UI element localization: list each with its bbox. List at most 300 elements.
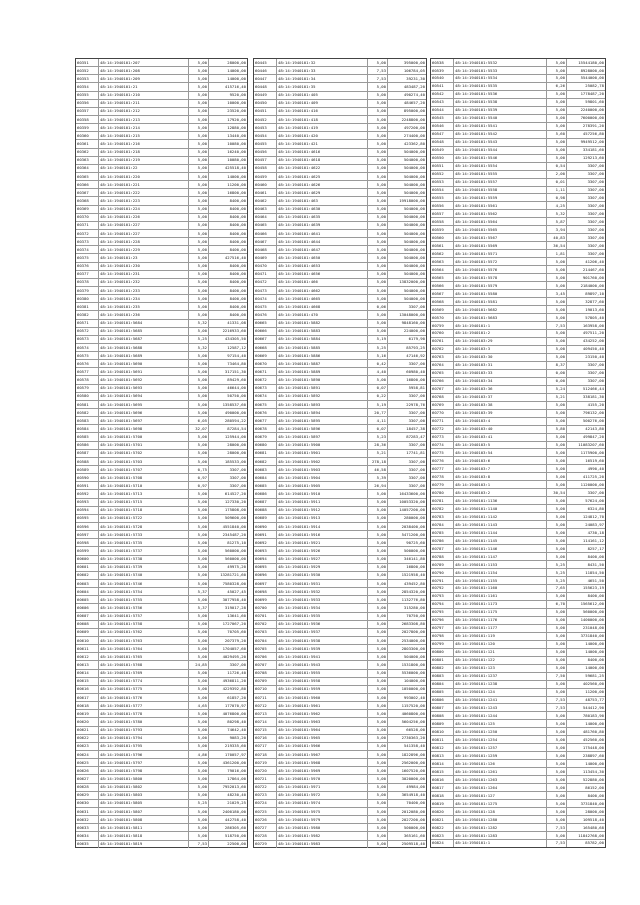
table-row bbox=[431, 816, 605, 824]
row-number-cell: 60784 bbox=[431, 521, 454, 528]
table-row bbox=[76, 344, 247, 352]
cadastral-number-cell: 48:14:1940101:5562 bbox=[454, 210, 547, 217]
row-number-cell: 60721 bbox=[254, 775, 277, 782]
row-number-cell: 60764 bbox=[431, 362, 454, 369]
cadastral-number-cell: 48:14:1940101:5798 bbox=[99, 767, 189, 774]
value-cell: 1050000,00 bbox=[401, 686, 425, 692]
rate-cell: 5,00 bbox=[368, 515, 388, 522]
value-cell: 509600,00 bbox=[224, 515, 246, 521]
rate-cell: 5,00 bbox=[547, 497, 567, 504]
rate-cell: 5,00 bbox=[547, 832, 567, 839]
table-row bbox=[76, 727, 247, 735]
rate-cell: 5,00 bbox=[547, 641, 567, 648]
row-number-cell: 60802 bbox=[431, 665, 454, 672]
cadastral-number-cell: 48:14:1940101:5802 bbox=[99, 784, 189, 791]
row-number-cell: 60363 bbox=[76, 157, 99, 164]
value-cell: 796132,00 bbox=[582, 410, 604, 416]
cadastral-number-cell: 48:14:1940101:5740 bbox=[99, 572, 189, 579]
rate-cell: 5,00 bbox=[189, 206, 209, 213]
table-row bbox=[76, 417, 247, 425]
rate-cell: 5,00 bbox=[547, 545, 567, 552]
rate-cell: 5,00 bbox=[189, 458, 209, 465]
table-row bbox=[254, 165, 426, 173]
table-column-right bbox=[430, 58, 606, 848]
table-row bbox=[254, 808, 426, 816]
row-number-cell: 60464 bbox=[254, 214, 277, 221]
rate-cell: 5,00 bbox=[547, 449, 567, 456]
row-number-cell: 60382 bbox=[76, 311, 99, 318]
value-cell: 13281721,60 bbox=[220, 572, 246, 578]
table-row bbox=[431, 434, 605, 442]
value-cell: 3307,00 bbox=[587, 226, 604, 232]
row-number-cell: 60803 bbox=[431, 673, 454, 680]
table-row bbox=[254, 67, 426, 75]
cadastral-number-cell: 48:14:1940101:5933 bbox=[277, 596, 368, 603]
cadastral-number-cell: 48:14:1940101:5558 bbox=[454, 187, 547, 194]
row-number-cell: 60447 bbox=[254, 75, 277, 82]
cadastral-number-cell: 48:14:1940101:5554 bbox=[454, 163, 547, 170]
value-cell: 214467,60 bbox=[582, 266, 604, 272]
table-row bbox=[254, 238, 426, 246]
table-row bbox=[431, 449, 605, 457]
cadastral-number-cell: 48:14:1940101:218 bbox=[99, 149, 189, 156]
cadastral-number-cell: 48:14:1940101:5543 bbox=[454, 139, 547, 146]
cadastral-number-cell: 48:14:1940101:5964 bbox=[277, 727, 368, 734]
rate-cell: 5,00 bbox=[189, 303, 209, 310]
value-cell: 14000,00 bbox=[227, 67, 246, 73]
table-row bbox=[76, 83, 247, 91]
table-row bbox=[254, 246, 426, 254]
value-cell: 8400,00 bbox=[229, 295, 246, 301]
rate-cell: 7,50 bbox=[547, 673, 567, 680]
row-number-cell: 60685 bbox=[254, 482, 277, 489]
row-number-cell: 60570 bbox=[431, 314, 454, 321]
row-number-cell: 60361 bbox=[76, 140, 99, 147]
value-cell: 15544180,00 bbox=[578, 59, 604, 65]
rate-cell: 5,00 bbox=[368, 767, 388, 774]
cadastral-number-cell: 48:14:1940101:5980 bbox=[277, 824, 368, 831]
rate-cell: 5,00 bbox=[547, 139, 567, 146]
value-cell: 13048000,00 bbox=[399, 311, 425, 317]
row-number-cell: 60541 bbox=[431, 83, 454, 90]
cadastral-number-cell: 48:14:1940103:4 bbox=[454, 418, 547, 425]
row-number-cell: 60367 bbox=[76, 189, 99, 196]
cadastral-number-cell: 48:14:1940101:5890 bbox=[277, 376, 368, 383]
rate-cell: 5,00 bbox=[547, 633, 567, 640]
rate-cell: 5,00 bbox=[547, 282, 567, 289]
row-number-cell: 60723 bbox=[254, 792, 277, 799]
rate-cell: 5,00 bbox=[189, 409, 209, 416]
row-number-cell: 60771 bbox=[431, 418, 454, 425]
cadastral-number-cell: 48:14:1940101:5561 bbox=[454, 202, 547, 209]
rate-cell: 5,00 bbox=[189, 824, 209, 831]
cadastral-number-cell: 48:14:1940101:5970 bbox=[277, 775, 368, 782]
rate-cell: 6,05 bbox=[189, 417, 209, 424]
value-cell: 32877,60 bbox=[585, 298, 604, 304]
cadastral-number-cell: 48:14:1940101:5579 bbox=[454, 282, 547, 289]
row-number-cell: 60474 bbox=[254, 295, 277, 302]
table-row bbox=[431, 465, 605, 473]
table-row bbox=[254, 83, 426, 91]
cadastral-number-cell: 48:14:1940101:22 bbox=[99, 165, 189, 172]
rate-cell: 5,00 bbox=[547, 306, 567, 313]
rate-cell: 5,00 bbox=[368, 800, 388, 807]
value-cell: 504000,00 bbox=[403, 165, 425, 171]
table-row bbox=[254, 784, 426, 792]
row-number-cell: 60593 bbox=[76, 499, 99, 506]
cadastral-number-cell: 48:14:1940101:463 bbox=[277, 197, 368, 204]
cadastral-number-cell: 48:14:1940101:236 bbox=[99, 311, 189, 318]
rate-cell: 5,00 bbox=[368, 686, 388, 693]
table-row bbox=[431, 75, 605, 83]
row-number-cell: 60817 bbox=[431, 784, 454, 791]
table-row bbox=[431, 689, 605, 697]
table-row bbox=[254, 490, 426, 498]
rate-cell: 5,00 bbox=[368, 841, 388, 848]
value-cell: 3731840,00 bbox=[580, 633, 604, 639]
rate-cell: 4,86 bbox=[189, 751, 209, 758]
row-number-cell: 60814 bbox=[431, 760, 454, 767]
table-row bbox=[76, 507, 247, 515]
rate-cell: 4,40 bbox=[368, 368, 388, 375]
cadastral-number-cell: 48:14:1940101:5966 bbox=[277, 743, 368, 750]
rate-cell: 5,00 bbox=[547, 354, 567, 361]
table-row bbox=[431, 242, 605, 250]
row-number-cell: 60564 bbox=[431, 266, 454, 273]
value-cell: 16519,60 bbox=[585, 457, 604, 463]
row-number-cell: 60454 bbox=[254, 132, 277, 139]
rate-cell: 5,00 bbox=[368, 124, 388, 131]
value-cell: 395000,00 bbox=[403, 59, 425, 65]
value-cell: 8400,00 bbox=[587, 553, 604, 559]
value-cell: 207379,20 bbox=[224, 637, 246, 643]
cadastral-number-cell: 48:14:1940101:5694 bbox=[99, 393, 189, 400]
rate-cell: 5,00 bbox=[368, 92, 388, 99]
table-row bbox=[254, 678, 426, 686]
row-number-cell: 60681 bbox=[254, 450, 277, 457]
cadastral-number-cell: 48:14:1940101:5931 bbox=[277, 580, 368, 587]
cadastral-number-cell: 48:14:1940101:34 bbox=[277, 75, 368, 82]
value-cell: 2027200,00 bbox=[401, 816, 425, 822]
cadastral-number-cell: 48:14:1950101:128 bbox=[454, 808, 547, 815]
row-number-cell: 60571 bbox=[76, 320, 99, 327]
rate-cell: 5,00 bbox=[189, 564, 209, 571]
rate-cell: 5,37 bbox=[189, 604, 209, 611]
table-row bbox=[76, 92, 247, 100]
cadastral-number-cell: 48:14:1950101:1257 bbox=[454, 744, 547, 751]
table-row bbox=[76, 531, 247, 539]
table-row bbox=[76, 254, 247, 262]
row-number-cell: 60666 bbox=[254, 328, 277, 335]
rate-cell: 5,00 bbox=[189, 197, 209, 204]
row-number-cell: 60679 bbox=[254, 433, 277, 440]
value-cell: 425518,40 bbox=[224, 165, 246, 171]
cadastral-number-cell: 48:14:1940101:220 bbox=[99, 173, 189, 180]
table-row bbox=[254, 816, 426, 824]
rate-cell: 5,00 bbox=[368, 132, 388, 139]
table-row bbox=[76, 295, 247, 303]
row-number-cell: 60615 bbox=[76, 678, 99, 685]
rate-cell: 5,00 bbox=[547, 728, 567, 735]
cadastral-number-cell: 48:14:1940101:5939 bbox=[277, 645, 368, 652]
table-row bbox=[76, 515, 247, 523]
row-number-cell: 60790 bbox=[431, 569, 454, 576]
value-cell: 125944,00 bbox=[224, 434, 246, 440]
row-number-cell: 60629 bbox=[76, 792, 99, 799]
rate-cell: 5,80 bbox=[547, 426, 567, 433]
row-number-cell: 60667 bbox=[254, 336, 277, 343]
cadastral-number-cell: 48:14:1940101:4616 bbox=[277, 149, 368, 156]
row-number-cell: 60620 bbox=[76, 718, 99, 725]
rate-cell: 5,00 bbox=[368, 539, 388, 546]
rate-cell: 5,00 bbox=[547, 681, 567, 688]
cadastral-number-cell: 48:14:1940103:2 bbox=[454, 489, 547, 496]
table-row bbox=[76, 328, 247, 336]
value-cell: 2509518,40 bbox=[401, 841, 425, 847]
table-row bbox=[254, 735, 426, 743]
table-row bbox=[76, 751, 247, 759]
rate-cell: 5,00 bbox=[547, 760, 567, 767]
row-number-cell: 60787 bbox=[431, 545, 454, 552]
row-number-cell: 60381 bbox=[76, 303, 99, 310]
value-cell: 50750,00 bbox=[227, 393, 246, 399]
row-number-cell: 60368 bbox=[76, 197, 99, 204]
rate-cell: 5,00 bbox=[368, 759, 388, 766]
value-cell: 442758,40 bbox=[224, 816, 246, 822]
cadastral-number-cell: 48:14:1950101:1153 bbox=[454, 561, 547, 568]
rate-cell: 5,00 bbox=[368, 678, 388, 685]
table-row bbox=[254, 621, 426, 629]
cadastral-number-cell: 48:14:1940101:234 bbox=[99, 295, 189, 302]
cadastral-number-cell: 48:14:1940101:5926 bbox=[277, 547, 368, 554]
table-row bbox=[431, 768, 605, 776]
value-cell: 219335,60 bbox=[224, 743, 246, 749]
row-number-cell: 60770 bbox=[431, 410, 454, 417]
rate-cell: 5,00 bbox=[189, 246, 209, 253]
value-cell: 3307,00 bbox=[408, 393, 425, 399]
value-cell: 3307,00 bbox=[408, 482, 425, 488]
value-cell: 16240,00 bbox=[227, 149, 246, 155]
cadastral-number-cell: 48:14:1940101:210 bbox=[99, 92, 189, 99]
row-number-cell: 60692 bbox=[254, 539, 277, 546]
rate-cell: 5,37 bbox=[189, 588, 209, 595]
table-row bbox=[76, 214, 247, 222]
rate-cell: 5,00 bbox=[189, 352, 209, 359]
row-number-cell: 60672 bbox=[254, 376, 277, 383]
value-cell: 8400,00 bbox=[587, 593, 604, 599]
table-row bbox=[431, 99, 605, 107]
value-cell: 3307,00 bbox=[408, 409, 425, 415]
table-row bbox=[76, 336, 247, 344]
row-number-cell: 60458 bbox=[254, 165, 277, 172]
row-number-cell: 60635 bbox=[76, 841, 99, 848]
value-cell: 14000,00 bbox=[585, 760, 604, 766]
table-row bbox=[431, 784, 605, 792]
value-cell: 11854,50 bbox=[585, 569, 604, 575]
value-cell: 317151,30 bbox=[224, 368, 246, 374]
rate-cell: 5,00 bbox=[189, 450, 209, 457]
table-row bbox=[254, 523, 426, 531]
row-number-cell: 60626 bbox=[76, 767, 99, 774]
value-cell: 1822896,00 bbox=[401, 751, 425, 757]
table-row bbox=[254, 792, 426, 800]
value-cell: 518750,00 bbox=[224, 832, 246, 838]
rate-cell: 2,00 bbox=[547, 171, 567, 178]
rate-cell: 0,00 bbox=[547, 378, 567, 385]
rate-cell: 5,00 bbox=[547, 513, 567, 520]
rate-cell: 0,00 bbox=[547, 370, 567, 377]
rate-cell: 5,00 bbox=[368, 149, 388, 156]
rate-cell: 5,19 bbox=[368, 336, 388, 343]
table-row bbox=[431, 697, 605, 705]
row-number-cell: 60581 bbox=[76, 401, 99, 408]
rate-cell: 5,25 bbox=[189, 336, 209, 343]
rate-cell: 5,00 bbox=[189, 67, 209, 74]
value-cell: 18457,38 bbox=[406, 425, 425, 431]
row-number-cell: 60373 bbox=[76, 238, 99, 245]
cadastral-number-cell: 48:14:1950101:1263 bbox=[454, 776, 547, 783]
table-row bbox=[76, 67, 247, 75]
row-number-cell: 60765 bbox=[431, 370, 454, 377]
table-row bbox=[254, 393, 426, 401]
row-number-cell: 60708 bbox=[254, 670, 277, 677]
table-row bbox=[76, 466, 247, 474]
value-cell: 14000,00 bbox=[227, 173, 246, 179]
value-cell: 8400,00 bbox=[229, 238, 246, 244]
cadastral-number-cell: 48:14:1940101:224 bbox=[99, 206, 189, 213]
cadastral-number-cell: 48:14:1940101:5960 bbox=[277, 694, 368, 701]
rate-cell: 5,00 bbox=[189, 670, 209, 677]
row-number-cell: 60811 bbox=[431, 736, 454, 743]
table-row bbox=[431, 760, 605, 768]
value-cell: 4029495,20 bbox=[222, 653, 246, 659]
table-row bbox=[254, 702, 426, 710]
value-cell: 2184000,00 bbox=[580, 282, 604, 288]
row-number-cell: 60813 bbox=[431, 752, 454, 759]
value-cell: 175448,00 bbox=[582, 744, 604, 750]
cadastral-number-cell: 48:14:1940101:5932 bbox=[277, 588, 368, 595]
rate-cell: 5,00 bbox=[189, 678, 209, 685]
cadastral-number-cell: 48:14:1940101:4639 bbox=[277, 222, 368, 229]
cadastral-number-cell: 48:14:1940101:5903 bbox=[277, 466, 368, 473]
value-cell: 10080,00 bbox=[227, 157, 246, 163]
rate-cell: 5,00 bbox=[368, 637, 388, 644]
cadastral-number-cell: 48:14:1940103:31 bbox=[454, 362, 547, 369]
cadastral-number-cell: 48:14:1940101:5533 bbox=[454, 67, 547, 74]
table-row bbox=[254, 775, 426, 783]
cadastral-number-cell: 48:14:1940101:5775 bbox=[99, 686, 189, 693]
rate-cell: 5,00 bbox=[547, 123, 567, 130]
rate-cell: 5,00 bbox=[547, 107, 567, 114]
table-row bbox=[431, 338, 605, 346]
table-row bbox=[254, 352, 426, 360]
row-number-cell: 60565 bbox=[431, 274, 454, 281]
row-number-cell: 60370 bbox=[76, 214, 99, 221]
value-cell: 3307,00 bbox=[587, 202, 604, 208]
rate-cell: 5,00 bbox=[547, 649, 567, 656]
table-row bbox=[254, 132, 426, 140]
table-row bbox=[254, 832, 426, 840]
row-number-cell: 60820 bbox=[431, 808, 454, 815]
table-row bbox=[76, 450, 247, 458]
cadastral-number-cell: 48:14:1940101:5961 bbox=[277, 702, 368, 709]
cadastral-number-cell: 48:14:1940101:5765 bbox=[99, 653, 189, 660]
table-row bbox=[254, 108, 426, 116]
value-cell: 1531800,00 bbox=[401, 662, 425, 668]
row-number-cell: 60459 bbox=[254, 173, 277, 180]
value-cell: 484657,20 bbox=[403, 100, 425, 106]
cadastral-number-cell: 48:14:1940101:4653 bbox=[277, 263, 368, 270]
row-number-cell: 60445 bbox=[254, 59, 277, 66]
rate-cell: 5,00 bbox=[189, 401, 209, 408]
table-row bbox=[254, 149, 426, 157]
table-row bbox=[254, 515, 426, 523]
row-number-cell: 60585 bbox=[76, 433, 99, 440]
value-cell: 170057,97 bbox=[224, 751, 246, 757]
value-cell: 3307,00 bbox=[408, 466, 425, 472]
table-row bbox=[76, 784, 247, 792]
rate-cell: 5,00 bbox=[189, 775, 209, 782]
cadastral-number-cell: 48:14:1950101:1142 bbox=[454, 513, 547, 520]
rate-cell: 5,00 bbox=[547, 75, 567, 82]
table-row bbox=[431, 720, 605, 728]
row-number-cell: 60462 bbox=[254, 197, 277, 204]
row-number-cell: 60377 bbox=[76, 271, 99, 278]
cadastral-number-cell: 48:14:1940101:5912 bbox=[277, 507, 368, 514]
row-number-cell: 60686 bbox=[254, 490, 277, 497]
rate-cell: 5,00 bbox=[547, 434, 567, 441]
row-number-cell: 60694 bbox=[254, 556, 277, 563]
rate-cell: 5,00 bbox=[189, 83, 209, 90]
row-number-cell: 60356 bbox=[76, 100, 99, 107]
table-row bbox=[76, 385, 247, 393]
cadastral-number-cell: 48:14:1940101:5754 bbox=[99, 588, 189, 595]
table-row bbox=[254, 376, 426, 384]
row-number-cell: 60472 bbox=[254, 279, 277, 286]
value-cell: 8400,00 bbox=[587, 657, 604, 663]
row-number-cell: 60590 bbox=[76, 474, 99, 481]
row-number-cell: 60612 bbox=[76, 653, 99, 660]
value-cell: 1358537,60 bbox=[222, 401, 246, 407]
value-cell: 8400,00 bbox=[229, 311, 246, 317]
rate-cell: 4,65 bbox=[189, 702, 209, 709]
rate-cell: 5,00 bbox=[547, 115, 567, 122]
rate-cell: 5,00 bbox=[189, 808, 209, 815]
rate-cell: 5,00 bbox=[368, 238, 388, 245]
table-row bbox=[76, 100, 247, 108]
table-row bbox=[431, 107, 605, 115]
table-row bbox=[254, 59, 426, 67]
rate-cell: 5,00 bbox=[368, 613, 388, 620]
rate-cell: 5,00 bbox=[189, 743, 209, 750]
cadastral-number-cell: 48:14:1940101:421 bbox=[277, 140, 368, 147]
value-cell: 10053320,00 bbox=[399, 499, 425, 505]
rate-cell: 5,00 bbox=[547, 689, 567, 696]
cadastral-number-cell: 48:14:1940101:4626 bbox=[277, 181, 368, 188]
table-row bbox=[76, 75, 247, 83]
value-cell: 2730363,20 bbox=[401, 735, 425, 741]
rate-cell: 5,00 bbox=[368, 572, 388, 579]
rate-cell: 5,00 bbox=[368, 564, 388, 571]
cadastral-number-cell: 48:14:1940101:5688 bbox=[99, 344, 189, 351]
rate-cell: 5,60 bbox=[547, 131, 567, 138]
rate-cell: 5,00 bbox=[189, 637, 209, 644]
table-row bbox=[431, 258, 605, 266]
cadastral-number-cell: 48:14:1940101:5902 bbox=[277, 458, 368, 465]
row-number-cell: 60773 bbox=[431, 434, 454, 441]
row-number-cell: 60371 bbox=[76, 222, 99, 229]
cadastral-number-cell: 48:14:1950101:1280 bbox=[454, 816, 547, 823]
